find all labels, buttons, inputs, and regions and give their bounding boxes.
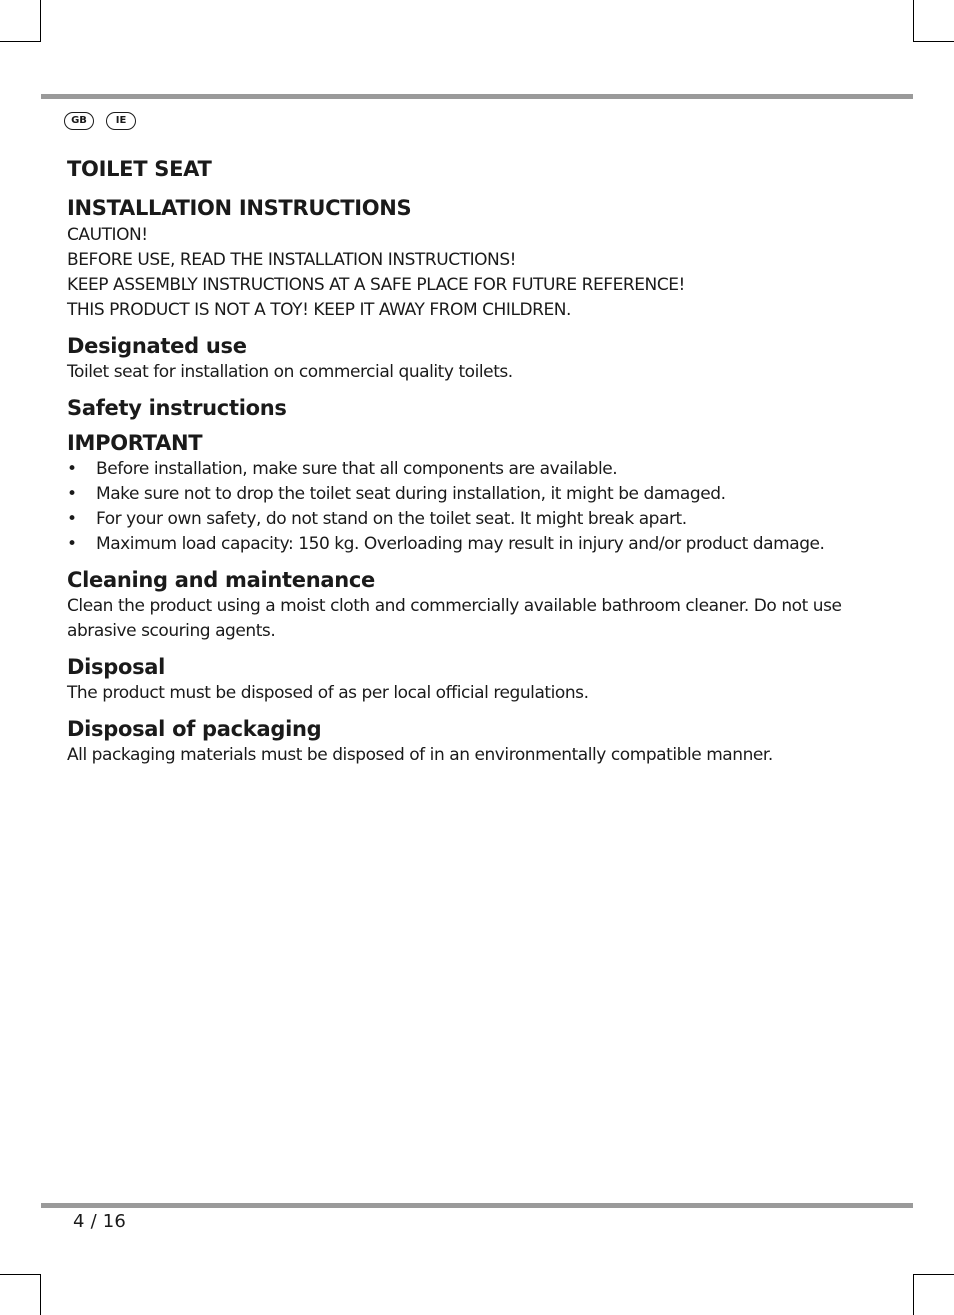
list-item bbox=[67, 507, 867, 532]
disposal-text: The product must be disposed of as per local official regulations. bbox=[67, 683, 589, 703]
bullet: • bbox=[67, 459, 77, 479]
installation-line: BEFORE USE, READ THE INSTALLATION INSTRUCTIONS! bbox=[67, 250, 517, 270]
list-item-text: For your own safety, do not stand on the toilet seat. It might break apart. bbox=[96, 509, 687, 529]
document-content bbox=[67, 154, 867, 768]
crop-mark-bottom-left-horizontal bbox=[0, 1274, 41, 1275]
cleaning-section bbox=[67, 566, 867, 644]
list-item-text: Maximum load capacity: 150 kg. Overloading may result in injury and/or product damage. bbox=[96, 534, 825, 554]
list-item bbox=[67, 457, 867, 482]
crop-mark-top-right-vertical bbox=[913, 0, 914, 41]
language-badge-gb: GB bbox=[64, 112, 94, 130]
footer-rule bbox=[41, 1203, 913, 1208]
crop-mark-top-right-horizontal bbox=[913, 41, 954, 42]
safety-heading: Safety instructions bbox=[67, 396, 287, 420]
list-item bbox=[67, 482, 867, 507]
designated-use-heading: Designated use bbox=[67, 334, 247, 358]
designated-use-section bbox=[67, 332, 867, 385]
cleaning-heading: Cleaning and maintenance bbox=[67, 568, 375, 592]
list-item-text: Before installation, make sure that all components are available. bbox=[96, 459, 618, 479]
bullet: • bbox=[67, 509, 77, 529]
crop-mark-top-left-vertical bbox=[40, 0, 41, 41]
safety-list bbox=[67, 457, 867, 557]
disposal-section bbox=[67, 653, 867, 706]
installation-line: CAUTION! bbox=[67, 225, 148, 245]
language-badges bbox=[64, 112, 136, 130]
header-rule bbox=[41, 94, 913, 99]
disposal-heading: Disposal bbox=[67, 655, 166, 679]
designated-use-text: Toilet seat for installation on commercial quality toilets. bbox=[67, 362, 513, 382]
language-badge-ie: IE bbox=[106, 112, 136, 130]
safety-section bbox=[67, 394, 867, 557]
list-item-text: Make sure not to drop the toilet seat during installation, it might be damaged. bbox=[96, 484, 726, 504]
list-item bbox=[67, 532, 867, 557]
packaging-heading: Disposal of packaging bbox=[67, 717, 322, 741]
installation-heading: INSTALLATION INSTRUCTIONS bbox=[67, 196, 412, 220]
crop-mark-top-left-horizontal bbox=[0, 41, 41, 42]
installation-line: THIS PRODUCT IS NOT A TOY! KEEP IT AWAY FROM CHILDREN. bbox=[67, 300, 571, 320]
bullet: • bbox=[67, 484, 77, 504]
packaging-text: All packaging materials must be disposed of in an environmentally compatible manner. bbox=[67, 745, 773, 765]
crop-mark-bottom-right-vertical bbox=[913, 1274, 914, 1315]
important-subheading: IMPORTANT bbox=[67, 431, 203, 455]
installation-section bbox=[67, 193, 867, 323]
installation-line: KEEP ASSEMBLY INSTRUCTIONS AT A SAFE PLACE FOR FUTURE REFERENCE! bbox=[67, 275, 685, 295]
crop-mark-bottom-right-horizontal bbox=[913, 1274, 954, 1275]
cleaning-text: Clean the product using a moist cloth and commercially available bathroom cleaner. Do not use abrasive scouring agents. bbox=[67, 596, 842, 641]
packaging-section bbox=[67, 715, 867, 768]
page-number: 4 / 16 bbox=[73, 1211, 127, 1232]
bullet: • bbox=[67, 534, 77, 554]
crop-mark-bottom-left-vertical bbox=[40, 1274, 41, 1315]
document-title: TOILET SEAT bbox=[67, 157, 212, 181]
